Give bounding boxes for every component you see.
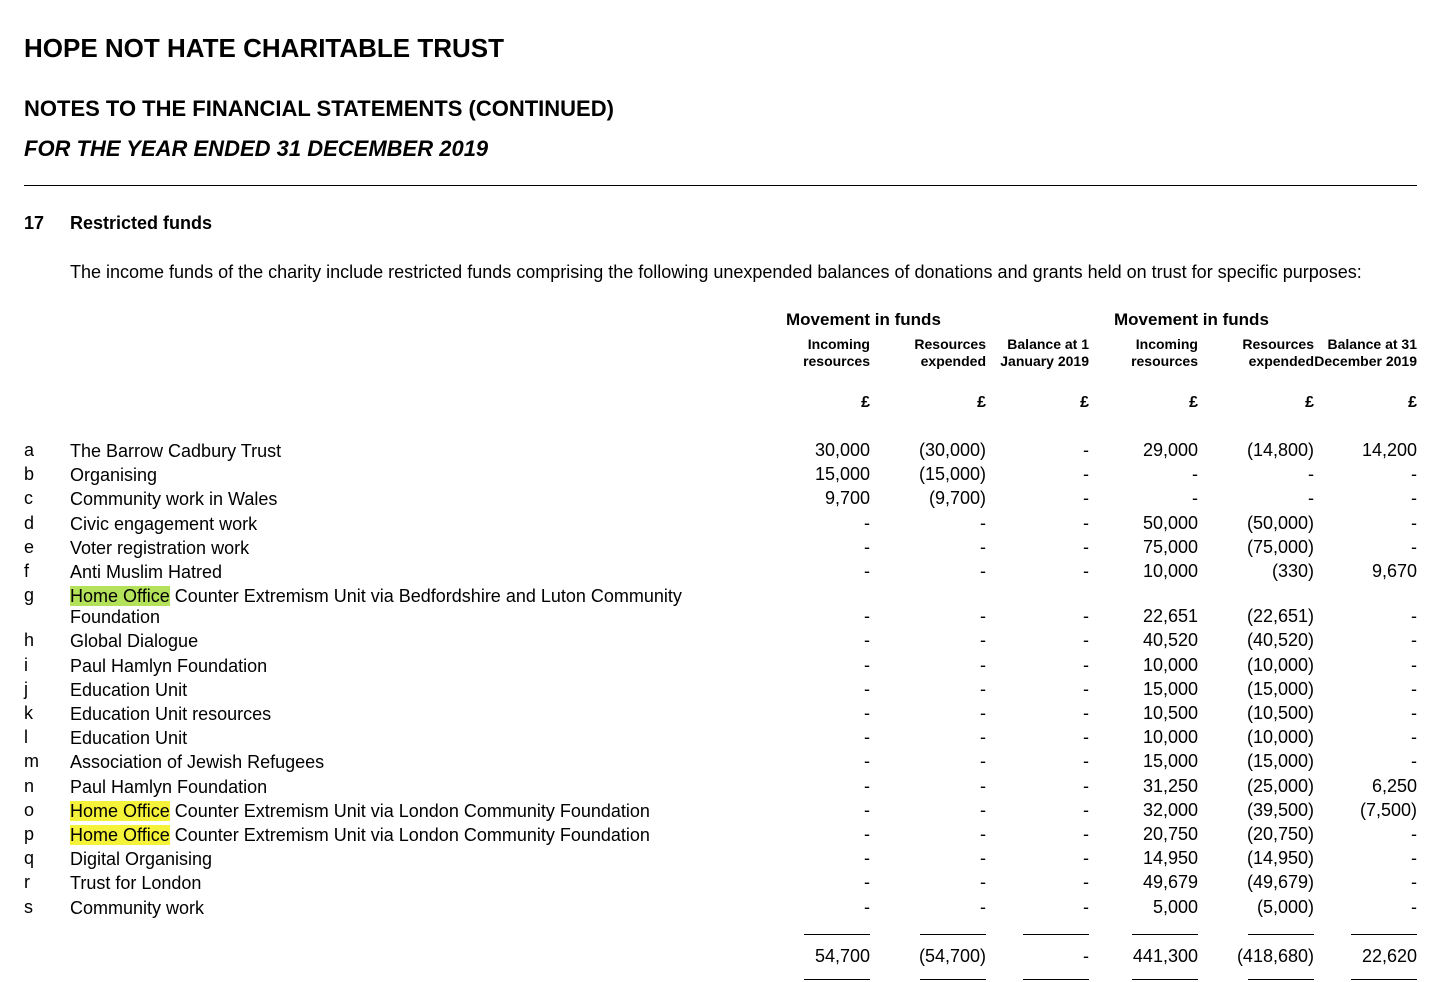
fund-name — [70, 898, 204, 919]
table-cell: - — [1083, 512, 1089, 533]
fund-name — [70, 704, 271, 725]
table-cell: - — [864, 630, 870, 651]
table-cell: - — [980, 512, 986, 533]
currency-symbol: £ — [1189, 394, 1198, 411]
table-cell: 9,670 — [1371, 561, 1417, 581]
table-cell: - — [1083, 775, 1089, 796]
table-cell: (7,500) — [1359, 799, 1417, 820]
fund-name-text: Community work in Wales — [70, 489, 278, 510]
group-header-2018: Movement in funds — [786, 310, 941, 329]
table-cell: (330) — [1271, 561, 1314, 581]
table-cell: - — [1083, 896, 1089, 917]
fund-name — [70, 849, 212, 870]
total-rule — [1248, 979, 1314, 980]
column-header: Balance at 1 January 2019 — [1000, 336, 1089, 369]
row-letter: i — [24, 654, 28, 675]
fund-name-text: Counter Extremism Unit via Bedfordshire and Luton Community — [169, 586, 682, 607]
table-cell: - — [980, 751, 986, 772]
currency-symbol: £ — [861, 394, 870, 411]
fund-name — [70, 465, 157, 486]
fund-name-text: Organising — [70, 465, 158, 486]
table-cell: (50,000) — [1246, 512, 1314, 533]
row-letter: f — [24, 561, 30, 581]
table-cell: (25,000) — [1246, 775, 1314, 796]
table-cell: 5,000 — [1152, 896, 1198, 917]
table-cell: - — [1411, 536, 1417, 557]
table-cell: (39,500) — [1246, 799, 1314, 820]
fund-name — [70, 631, 198, 652]
fund-name-text: Voter registration work — [70, 537, 250, 558]
table-cell: 32,000 — [1142, 799, 1198, 820]
row-letter: d — [24, 512, 35, 533]
column-header: Balance at 31 December 2019 — [1314, 336, 1417, 369]
row-letter: e — [24, 536, 35, 557]
table-cell: 15,000 — [1142, 751, 1198, 772]
total-rule — [920, 979, 986, 980]
table-cell: (5,000) — [1256, 896, 1314, 917]
total-rule — [804, 979, 870, 980]
table-cell: 20,750 — [1142, 824, 1198, 844]
total-rule — [1351, 934, 1417, 935]
table-cell: - — [1411, 727, 1417, 748]
table-cell: - — [980, 703, 986, 723]
period-title: FOR THE YEAR ENDED 31 DECEMBER 2019 — [24, 136, 489, 161]
table-cell: - — [980, 799, 986, 820]
table-cell: 15,000 — [1142, 678, 1198, 699]
table-cell: - — [1083, 654, 1089, 675]
table-cell: - — [1411, 703, 1417, 723]
fund-name — [70, 801, 650, 822]
currency-symbol: £ — [977, 394, 986, 411]
currency-symbol: £ — [1305, 394, 1314, 411]
row-letter: o — [24, 799, 35, 820]
group-header-2019: Movement in funds — [1114, 310, 1269, 329]
table-cell: - — [864, 561, 870, 581]
table-cell: - — [1192, 464, 1198, 485]
table-cell: - — [980, 606, 986, 627]
table-cell: - — [980, 654, 986, 675]
note-intro: The income funds of the charity include restricted funds comprising the following unexpended balances of donations and grants held on trust for specific purposes: — [70, 262, 1362, 282]
table-cell: - — [864, 536, 870, 557]
table-cell: - — [980, 630, 986, 651]
table-cell: - — [1411, 654, 1417, 675]
table-cell: (22,651) — [1246, 606, 1314, 627]
table-cell: 6,250 — [1371, 775, 1417, 796]
table-cell: (30,000) — [918, 440, 986, 460]
table-cell: - — [1192, 488, 1198, 509]
table-cell: 10,000 — [1142, 561, 1198, 581]
row-letter: s — [24, 896, 33, 917]
currency-symbol: £ — [1408, 394, 1417, 411]
note-title: Restricted funds — [70, 213, 213, 233]
fund-name-text: Anti Muslim Hatred — [70, 562, 223, 582]
fund-name — [70, 586, 682, 607]
table-cell: - — [1411, 512, 1417, 533]
total-cell: 22,620 — [1361, 946, 1417, 966]
row-letter: c — [24, 488, 33, 509]
fund-name-text: Digital Organising — [70, 849, 213, 870]
fund-name-text: Paul Hamlyn Foundation — [70, 776, 268, 797]
table-cell: - — [864, 775, 870, 796]
table-cell: - — [1411, 872, 1417, 893]
table-cell: - — [1083, 824, 1089, 844]
fund-name-text: Community work — [70, 897, 205, 918]
table-cell: - — [1411, 630, 1417, 651]
fund-name-text: Civic engagement work — [70, 513, 258, 534]
fund-name-text: Global Dialogue — [70, 631, 199, 652]
fund-name — [70, 538, 249, 559]
row-letter: b — [24, 464, 35, 485]
table-cell: - — [864, 654, 870, 675]
table-cell: (10,500) — [1246, 703, 1314, 723]
fund-name — [70, 777, 267, 798]
table-cell: - — [1411, 824, 1417, 844]
fund-name-text: Counter Extremism Unit via London Community Foundation — [169, 800, 650, 821]
page-title: HOPE NOT HATE CHARITABLE TRUST — [24, 33, 505, 63]
fund-name — [70, 752, 324, 773]
table-cell: - — [1308, 464, 1314, 485]
total-cell: (418,680) — [1236, 946, 1314, 966]
fund-name — [70, 514, 257, 535]
table-cell: 30,000 — [814, 440, 870, 460]
table-cell: (14,800) — [1246, 440, 1314, 460]
total-rule — [1132, 934, 1198, 935]
fund-name-text: Paul Hamlyn Foundation — [70, 655, 268, 676]
total-cell: 441,300 — [1132, 946, 1198, 966]
table-cell: (75,000) — [1246, 536, 1314, 557]
total-rule — [1248, 934, 1314, 935]
table-cell: - — [864, 751, 870, 772]
column-header: Incoming resources — [803, 336, 870, 369]
row-letter: a — [24, 440, 35, 460]
table-cell: (15,000) — [918, 464, 986, 485]
table-cell: (15,000) — [1246, 751, 1314, 772]
table-cell: - — [1083, 536, 1089, 557]
table-cell: - — [1411, 848, 1417, 869]
table-cell: (49,679) — [1246, 872, 1314, 893]
table-cell: - — [1083, 848, 1089, 869]
fund-name-text: Association of Jewish Refugees — [70, 752, 325, 773]
table-cell: 10,000 — [1142, 727, 1198, 748]
fund-name-text: Education Unit — [70, 679, 188, 700]
table-cell: (40,520) — [1246, 630, 1314, 651]
row-letter: h — [24, 630, 35, 651]
table-cell: - — [980, 824, 986, 844]
table-cell: - — [1411, 896, 1417, 917]
total-cell: - — [1083, 946, 1089, 966]
fund-name — [70, 873, 201, 894]
total-rule — [1023, 934, 1089, 935]
fund-name-text: Education Unit — [70, 728, 188, 749]
row-letter: r — [24, 872, 30, 893]
table-cell: 29,000 — [1142, 440, 1198, 460]
table-cell: - — [980, 896, 986, 917]
table-cell: - — [1411, 606, 1417, 627]
table-cell: (9,700) — [928, 488, 986, 509]
table-cell: - — [1083, 464, 1089, 485]
highlighted-text: Home Office — [70, 825, 170, 845]
table-cell: - — [980, 727, 986, 748]
table-cell: - — [864, 824, 870, 844]
table-cell: - — [1083, 678, 1089, 699]
table-cell: 49,679 — [1142, 872, 1198, 893]
table-cell: (20,750) — [1246, 824, 1314, 844]
currency-symbol: £ — [1080, 394, 1089, 411]
table-cell: (14,950) — [1246, 848, 1314, 869]
table-cell: - — [1083, 703, 1089, 723]
table-cell: - — [864, 872, 870, 893]
table-cell: - — [1083, 630, 1089, 651]
total-rule — [1023, 979, 1089, 980]
table-cell: - — [1083, 872, 1089, 893]
highlighted-text: Home Office — [70, 800, 170, 821]
section-title: NOTES TO THE FINANCIAL STATEMENTS (CONTINUED) — [24, 96, 614, 121]
table-cell: 9,700 — [824, 488, 870, 509]
table-cell: - — [980, 775, 986, 796]
table-cell: - — [1308, 488, 1314, 509]
table-cell: (10,000) — [1246, 654, 1314, 675]
table-cell: 40,520 — [1142, 630, 1198, 651]
fund-name — [70, 680, 187, 701]
column-header: Incoming resources — [1131, 336, 1198, 369]
table-cell: - — [1411, 488, 1417, 509]
fund-name-continued: Foundation — [70, 607, 161, 628]
table-cell: - — [864, 703, 870, 723]
table-cell: - — [1083, 751, 1089, 772]
fund-name — [70, 562, 222, 583]
table-cell: - — [864, 606, 870, 627]
table-cell: - — [864, 848, 870, 869]
header-divider — [24, 185, 1417, 186]
table-cell: - — [980, 536, 986, 557]
column-header: Resources expended — [914, 336, 986, 369]
table-cell: (15,000) — [1246, 678, 1314, 699]
table-cell: 50,000 — [1142, 512, 1198, 533]
row-letter: p — [24, 824, 35, 844]
table-cell: - — [980, 678, 986, 699]
note-number: 17 — [24, 213, 45, 233]
fund-name-text: The Barrow Cadbury Trust — [70, 441, 282, 461]
table-cell: - — [1411, 464, 1417, 485]
table-cell: 22,651 — [1142, 606, 1198, 627]
table-cell: - — [864, 799, 870, 820]
total-rule — [1132, 979, 1198, 980]
row-letter: j — [24, 678, 28, 699]
row-letter: k — [24, 703, 33, 723]
fund-name — [70, 825, 650, 846]
table-cell: 75,000 — [1142, 536, 1198, 557]
total-rule — [1351, 979, 1417, 980]
total-rule — [804, 934, 870, 935]
table-cell: - — [1083, 561, 1089, 581]
total-rule — [920, 934, 986, 935]
row-letter: q — [24, 848, 35, 869]
table-cell: - — [1083, 488, 1089, 509]
table-cell: - — [1083, 440, 1089, 460]
row-letter: g — [24, 585, 35, 606]
row-letter: n — [24, 775, 35, 796]
fund-name-text: Education Unit resources — [70, 704, 272, 724]
table-cell: - — [1083, 799, 1089, 820]
table-cell: - — [864, 678, 870, 699]
table-cell: 10,500 — [1142, 703, 1198, 723]
table-cell: 14,200 — [1361, 440, 1417, 460]
column-header: Resources expended — [1242, 336, 1314, 369]
fund-name — [70, 441, 281, 462]
fund-name — [70, 489, 277, 510]
table-cell: - — [980, 872, 986, 893]
table-cell: (10,000) — [1246, 727, 1314, 748]
table-cell: - — [1411, 678, 1417, 699]
row-letter: l — [24, 727, 28, 748]
fund-name-text: Trust for London — [70, 873, 202, 894]
table-cell: - — [1083, 727, 1089, 748]
table-cell: 15,000 — [814, 464, 870, 485]
fund-name — [70, 728, 187, 749]
table-cell: - — [1411, 751, 1417, 772]
total-cell: 54,700 — [814, 946, 870, 966]
table-cell: - — [864, 727, 870, 748]
table-cell: 10,000 — [1142, 654, 1198, 675]
table-cell: - — [1083, 606, 1089, 627]
fund-name-text: Counter Extremism Unit via London Community Foundation — [169, 825, 650, 845]
highlighted-text: Home Office — [70, 586, 170, 607]
table-cell: - — [980, 848, 986, 869]
total-cell: (54,700) — [918, 946, 986, 966]
row-letter: m — [24, 751, 39, 772]
fund-name — [70, 656, 267, 677]
table-cell: 31,250 — [1142, 775, 1198, 796]
table-cell: 14,950 — [1142, 848, 1198, 869]
table-cell: - — [864, 512, 870, 533]
table-cell: - — [980, 561, 986, 581]
table-cell: - — [864, 896, 870, 917]
